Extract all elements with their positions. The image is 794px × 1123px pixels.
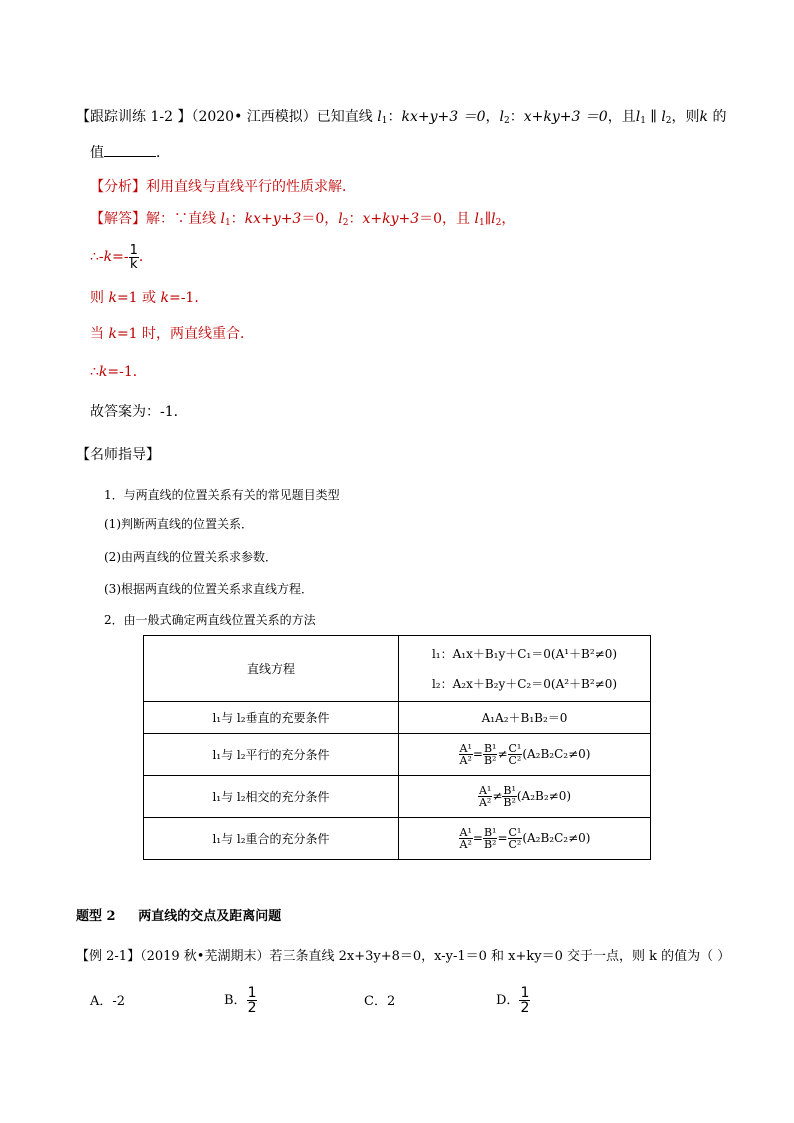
subscript: 1 [478, 218, 485, 228]
equation: kx+y+3 [244, 211, 302, 227]
answer-blank[interactable] [104, 144, 156, 157]
subscript: 2 [342, 218, 349, 228]
table-row [144, 734, 651, 776]
guide-item-1c: (3)根据两直线的位置关系求直线方程． [104, 582, 313, 596]
analysis [90, 178, 356, 196]
condition-tail: (A₂B₂C₂≠0) [522, 831, 591, 845]
guide-title: 【名师指导】 [76, 447, 160, 463]
parallel-left-subscript: 1 [640, 116, 646, 126]
operator: = [472, 747, 483, 761]
parallel-left: l [635, 109, 641, 125]
line-l2-equation: x+ky+3 ＝0 [523, 109, 608, 125]
parallel-symbol: ∥ [645, 109, 657, 125]
equation-l1: l₁：A₁x＋B₁y＋C₁＝0(A¹＋B²≠0) [431, 646, 618, 661]
fraction-denominator: A² [459, 838, 472, 851]
exercise-1-2-stem [76, 108, 726, 130]
fraction-numerator: B¹ [483, 742, 497, 755]
table-row [144, 636, 651, 702]
fraction-numerator: 1 [129, 242, 138, 258]
fraction-numerator: A¹ [459, 826, 472, 839]
topic-title: 两直线的交点及距离问题 [138, 909, 282, 924]
fraction-b [483, 743, 498, 766]
condition-tail: (A₂B₂≠0) [516, 789, 572, 803]
fraction-denominator: B² [483, 754, 497, 767]
line-l1-equation: kx+y+3 ＝0 [401, 109, 486, 125]
solution-step4 [90, 363, 147, 381]
fraction-b [502, 785, 517, 808]
table-row [144, 776, 651, 818]
answer-line: 故答案为：-1． [90, 404, 188, 420]
equation: x+ky+3 [362, 211, 420, 227]
stem-text: 值 [90, 145, 104, 161]
table-cell-condition: A₁A₂＋B₁B₂＝0 [399, 702, 651, 734]
fraction-numerator: A¹ [459, 742, 472, 755]
fraction-c [508, 827, 523, 850]
option-b[interactable] [224, 983, 257, 1019]
option-d-label: D． [496, 993, 520, 1008]
table-cell-label: l₁与 l₂重合的充分条件 [144, 818, 399, 860]
parallel-right: l [661, 109, 666, 125]
option-c[interactable] [364, 987, 395, 1017]
example-text: （2019 秋•芜湖期末）若三条直线 2x+3y+8＝0，x-y-1＝0 和 x+ky＝0 交于一点，则 k 的值为（ ） [140, 949, 731, 964]
operator: ≠ [492, 789, 503, 803]
guide-item-1: 1．与两直线的位置关系有关的常见题目类型 [104, 488, 340, 502]
parallel-symbol: ∥ [484, 211, 492, 227]
table-cell-condition [399, 818, 651, 860]
solution-step3 [90, 325, 254, 343]
stem-text: ，则 [671, 109, 700, 125]
line-l1-subscript: 1 [381, 116, 388, 126]
solution-step1 [90, 240, 153, 274]
table-header-right [399, 636, 651, 702]
fraction-numerator: C¹ [508, 826, 522, 839]
exercise-tag: 【跟踪训练 1-2 】 [76, 109, 192, 125]
option-d-fraction [519, 986, 530, 1015]
option-a[interactable] [90, 987, 125, 1017]
example-2-1-stem [76, 948, 730, 966]
equation-l2: l₂：A₂x＋B₂y＋C₂＝0(A²＋B²≠0) [431, 676, 618, 691]
table-cell-label: l₁与 l₂垂直的充要条件 [144, 702, 399, 734]
fraction-denominator: k [129, 256, 138, 272]
fraction-numerator: B¹ [503, 784, 516, 797]
guide-item-1a: (1)判断两直线的位置关系． [104, 517, 253, 531]
analysis-text: 利用直线与直线平行的性质求解． [146, 179, 356, 195]
line-l1: l [220, 211, 225, 227]
therefore: ∴- [90, 249, 104, 265]
solution-text: 当 [90, 326, 109, 342]
condition-tail: (A₂B₂C₂≠0) [522, 747, 591, 761]
solution-text: =1 或 [116, 290, 161, 306]
solution-text: =1 时，两直线重合． [116, 326, 255, 342]
subscript: 2 [495, 218, 502, 228]
table-cell-condition [399, 734, 651, 776]
fraction-b [483, 827, 498, 850]
therefore: ∴ [90, 364, 99, 380]
solution-text: =-1． [107, 364, 147, 380]
option-b-fraction [247, 986, 258, 1015]
line-l2: l [499, 109, 504, 125]
fraction-c [508, 743, 523, 766]
topic-2-heading [76, 908, 281, 926]
fraction-numerator: 1 [247, 985, 257, 1001]
operator: = [497, 831, 508, 845]
variable-k: k [108, 290, 117, 306]
guide-item-2: 2．由一般式确定两直线位置关系的方法 [104, 613, 316, 627]
table-row [144, 818, 651, 860]
stem-text: ，且 [607, 109, 636, 125]
fraction [129, 244, 139, 271]
line-l2: l [338, 211, 343, 227]
line-l1: l [377, 109, 382, 125]
fraction-numerator: B¹ [483, 826, 497, 839]
comma: ， [485, 109, 500, 125]
condition-table [143, 635, 651, 860]
comma: ， [501, 211, 516, 227]
line-l2-subscript: 2 [503, 116, 510, 126]
colon: ： [230, 211, 245, 227]
topic-label: 题型 2 [76, 909, 116, 924]
parallel-right-subscript: 2 [665, 116, 672, 126]
solution-line1 [90, 210, 515, 232]
equals: =- [112, 249, 129, 265]
table-header-left: 直线方程 [144, 636, 399, 702]
table-cell-label: l₁与 l₂相交的充分条件 [144, 776, 399, 818]
fraction-a [459, 827, 473, 850]
fraction-denominator: C² [508, 838, 522, 851]
exercise-1-2-stem-line2 [90, 144, 170, 162]
fraction-a [478, 785, 492, 808]
colon: ： [348, 211, 363, 227]
option-d[interactable] [496, 983, 530, 1019]
option-b-label: B． [224, 993, 247, 1008]
guide-item-1b: (2)由两直线的位置关系求参数． [104, 550, 277, 564]
fraction-denominator: C² [508, 754, 522, 767]
colon: ： [509, 109, 524, 125]
parallel-right: l [491, 211, 496, 227]
analysis-label: 【分析】 [90, 179, 146, 195]
fraction-denominator: B² [503, 796, 516, 809]
period: ． [138, 249, 153, 265]
fraction-denominator: 2 [520, 1000, 530, 1016]
fraction-numerator: A¹ [478, 784, 492, 797]
parallel-left: l [474, 211, 479, 227]
variable-k: k [98, 364, 108, 380]
option-c-label: C．2 [364, 994, 396, 1009]
example-tag: 【例 2-1】 [76, 949, 141, 964]
stem-text: 已知直线 [316, 109, 373, 125]
stem-text: 的 [708, 109, 727, 125]
exercise-source: （2020• 江西模拟） [191, 109, 317, 125]
option-a-label: A．-2 [90, 994, 126, 1009]
subscript: 1 [224, 218, 231, 228]
fraction-denominator: B² [483, 838, 497, 851]
variable-k: k [108, 326, 117, 342]
variable-k: k [103, 249, 113, 265]
fraction-denominator: A² [478, 796, 492, 809]
solution-text: 解：∵直线 [146, 211, 221, 227]
operator: = [472, 831, 483, 845]
table-cell-label: l₁与 l₂平行的充分条件 [144, 734, 399, 776]
fraction-numerator: 1 [520, 985, 530, 1001]
colon: ： [387, 109, 402, 125]
equation-rhs: ＝0，且 [419, 211, 475, 227]
equation-rhs: ＝0， [301, 211, 339, 227]
fraction-denominator: 2 [247, 1000, 257, 1016]
table-row [144, 702, 651, 734]
variable-k: k [160, 290, 169, 306]
period: ． [156, 145, 170, 161]
variable-k: k [699, 109, 709, 125]
solution-text: 则 [90, 290, 109, 306]
fraction-a [459, 743, 473, 766]
solution-label: 【解答】 [90, 211, 146, 227]
solution-step2 [90, 289, 208, 307]
operator: ≠ [497, 747, 508, 761]
fraction-numerator: C¹ [508, 742, 522, 755]
fraction-denominator: A² [459, 754, 472, 767]
table-cell-condition [399, 776, 651, 818]
solution-text: =-1． [168, 290, 209, 306]
